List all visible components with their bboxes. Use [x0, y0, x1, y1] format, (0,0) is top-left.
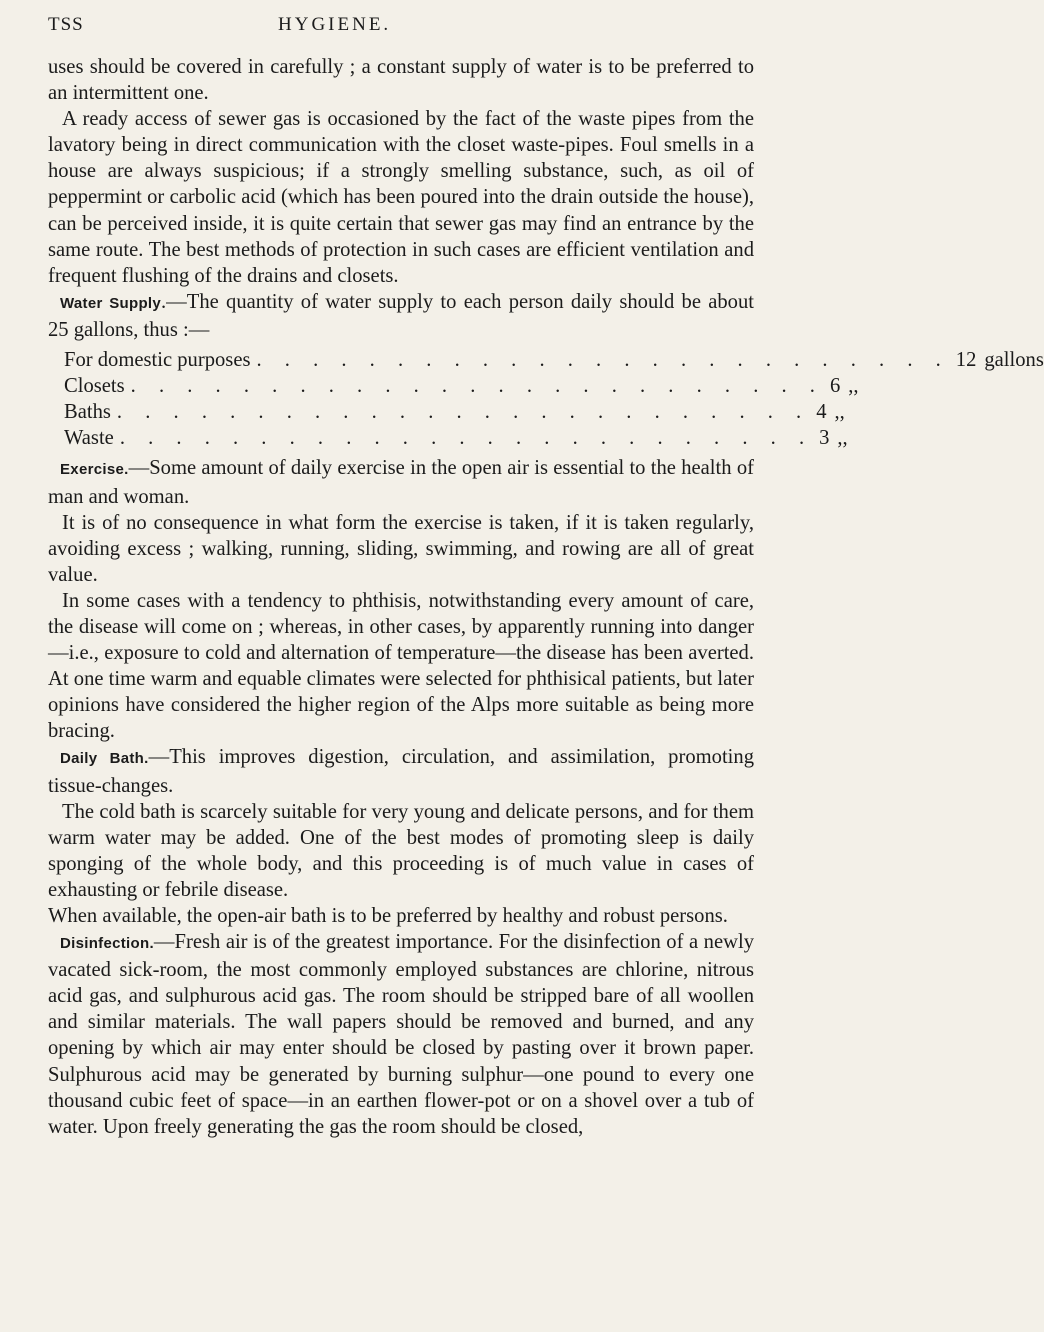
row-unit: gallons — [984, 349, 1044, 372]
row-label: Closets — [64, 375, 125, 398]
exercise-text: —Some amount of daily exercise in the open air is essential to the health of man and woman. — [48, 457, 754, 508]
water-supply-table — [64, 347, 1044, 451]
row-label: Waste — [64, 427, 114, 450]
row-unit: ,, — [837, 427, 848, 450]
row-unit: ,, — [834, 401, 845, 424]
section-water-supply — [48, 289, 754, 343]
row-amount: 6 — [829, 375, 841, 398]
paragraph-sewer-gas: A ready access of sewer gas is occasioned by the fact of the waste pipes from the lavatory being in direct communication with the closet waste-pipes. Foul smells in a house are always suspicious; if a strongly smelling substance, such, as oil of peppermint or carbolic acid (which has been poured into the drain outside the house), can be perceived inside, it is quite certain that sewer gas may find an entrance by the same route. The best methods of protection in such cases are efficient ventilation and frequent flushing of the drains and closets. — [48, 108, 754, 287]
disinfection-text: —Fresh air is of the greatest importance. For the disinfection of a newly vacated sick-room, the most commonly employed substances are chlorine, nitrous acid gas, and sulphurous acid gas. The room should be stripped bare of all woollen and similar materials. The wall papers should be removed and burned, and any opening by which air may enter should be closed by pasting over it brown paper. Sulphurous acid may be generated by burning sulphur—one pound to every one thousand cubic feet of space—in an earthen flower-pot or on a shovel over a tub of water. Upon freely generating the gas the room should be closed, — [48, 931, 754, 1138]
section-exercise — [48, 455, 754, 509]
paragraph-continued: uses should be covered in carefully ; a constant supply of water is to be preferred to an intermittent one. — [48, 56, 754, 105]
section-disinfection — [48, 929, 754, 1140]
paragraph-phthisis: In some cases with a tendency to phthisis, notwithstanding every amount of care, the disease will come on ; whereas, in other cases, by apparently running into danger—i.e., exposure to cold and alternation of temperature—the disease has been averted. At one time warm and equable climates were selected for phthisical patients, but later opinions have considered the higher region of the Alps more suitable as being more bracing. — [48, 589, 754, 743]
row-amount: 12 — [955, 349, 977, 372]
section-daily-bath — [48, 744, 754, 798]
daily-bath-heading: Daily Bath. — [60, 750, 149, 768]
exercise-heading: Exercise. — [60, 461, 129, 479]
paragraph-cold-bath: The cold bath is scarcely suitable for very young and delicate persons, and for them warm water may be added. One of the best modes of promoting sleep is daily sponging of the whole body, and this proceeding is of much value in cases of exhausting or febrile disease. — [48, 800, 754, 901]
page-header — [48, 14, 754, 54]
row-unit: ,, — [848, 375, 859, 398]
row-amount: 3 — [819, 427, 830, 450]
leader-dots: . . . . . . . . . . . . . . . . . . . . . . . . . — [256, 349, 950, 372]
leader-dots: . . . . . . . . . . . . . . . . . . . . . . . . . — [116, 401, 811, 424]
row-label: Baths — [64, 401, 111, 424]
paragraph-open-air-bath: When available, the open-air bath is to be preferred by healthy and robust persons. — [48, 905, 728, 927]
table-row — [64, 347, 1044, 373]
table-row — [64, 373, 859, 399]
row-amount: 4 — [816, 401, 827, 424]
paragraph-exercise-form: It is of no consequence in what form the exercise is taken, if it is taken regularly, avoiding excess ; walking, running, sliding, swimming, and rowing are all of great value. — [48, 511, 754, 586]
water-supply-text: .—The quantity of water supply to each person daily should be about 25 gallons, thus :— — [48, 290, 754, 341]
water-supply-heading: Water Supply — [60, 294, 162, 312]
leader-dots: . . . . . . . . . . . . . . . . . . . . . . . . . — [119, 427, 814, 450]
row-label: For domestic purposes — [64, 349, 251, 372]
running-head: HYGIENE. — [278, 14, 392, 35]
table-row — [64, 425, 848, 451]
page-number: TSS — [48, 14, 84, 35]
body-text — [48, 54, 1044, 1140]
daily-bath-text: —This improves digestion, circulation, and assimilation, promoting tissue-changes. — [48, 746, 754, 797]
leader-dots: . . . . . . . . . . . . . . . . . . . . . . . . . — [130, 375, 824, 398]
disinfection-heading: Disinfection. — [60, 935, 154, 953]
table-row — [64, 399, 845, 425]
